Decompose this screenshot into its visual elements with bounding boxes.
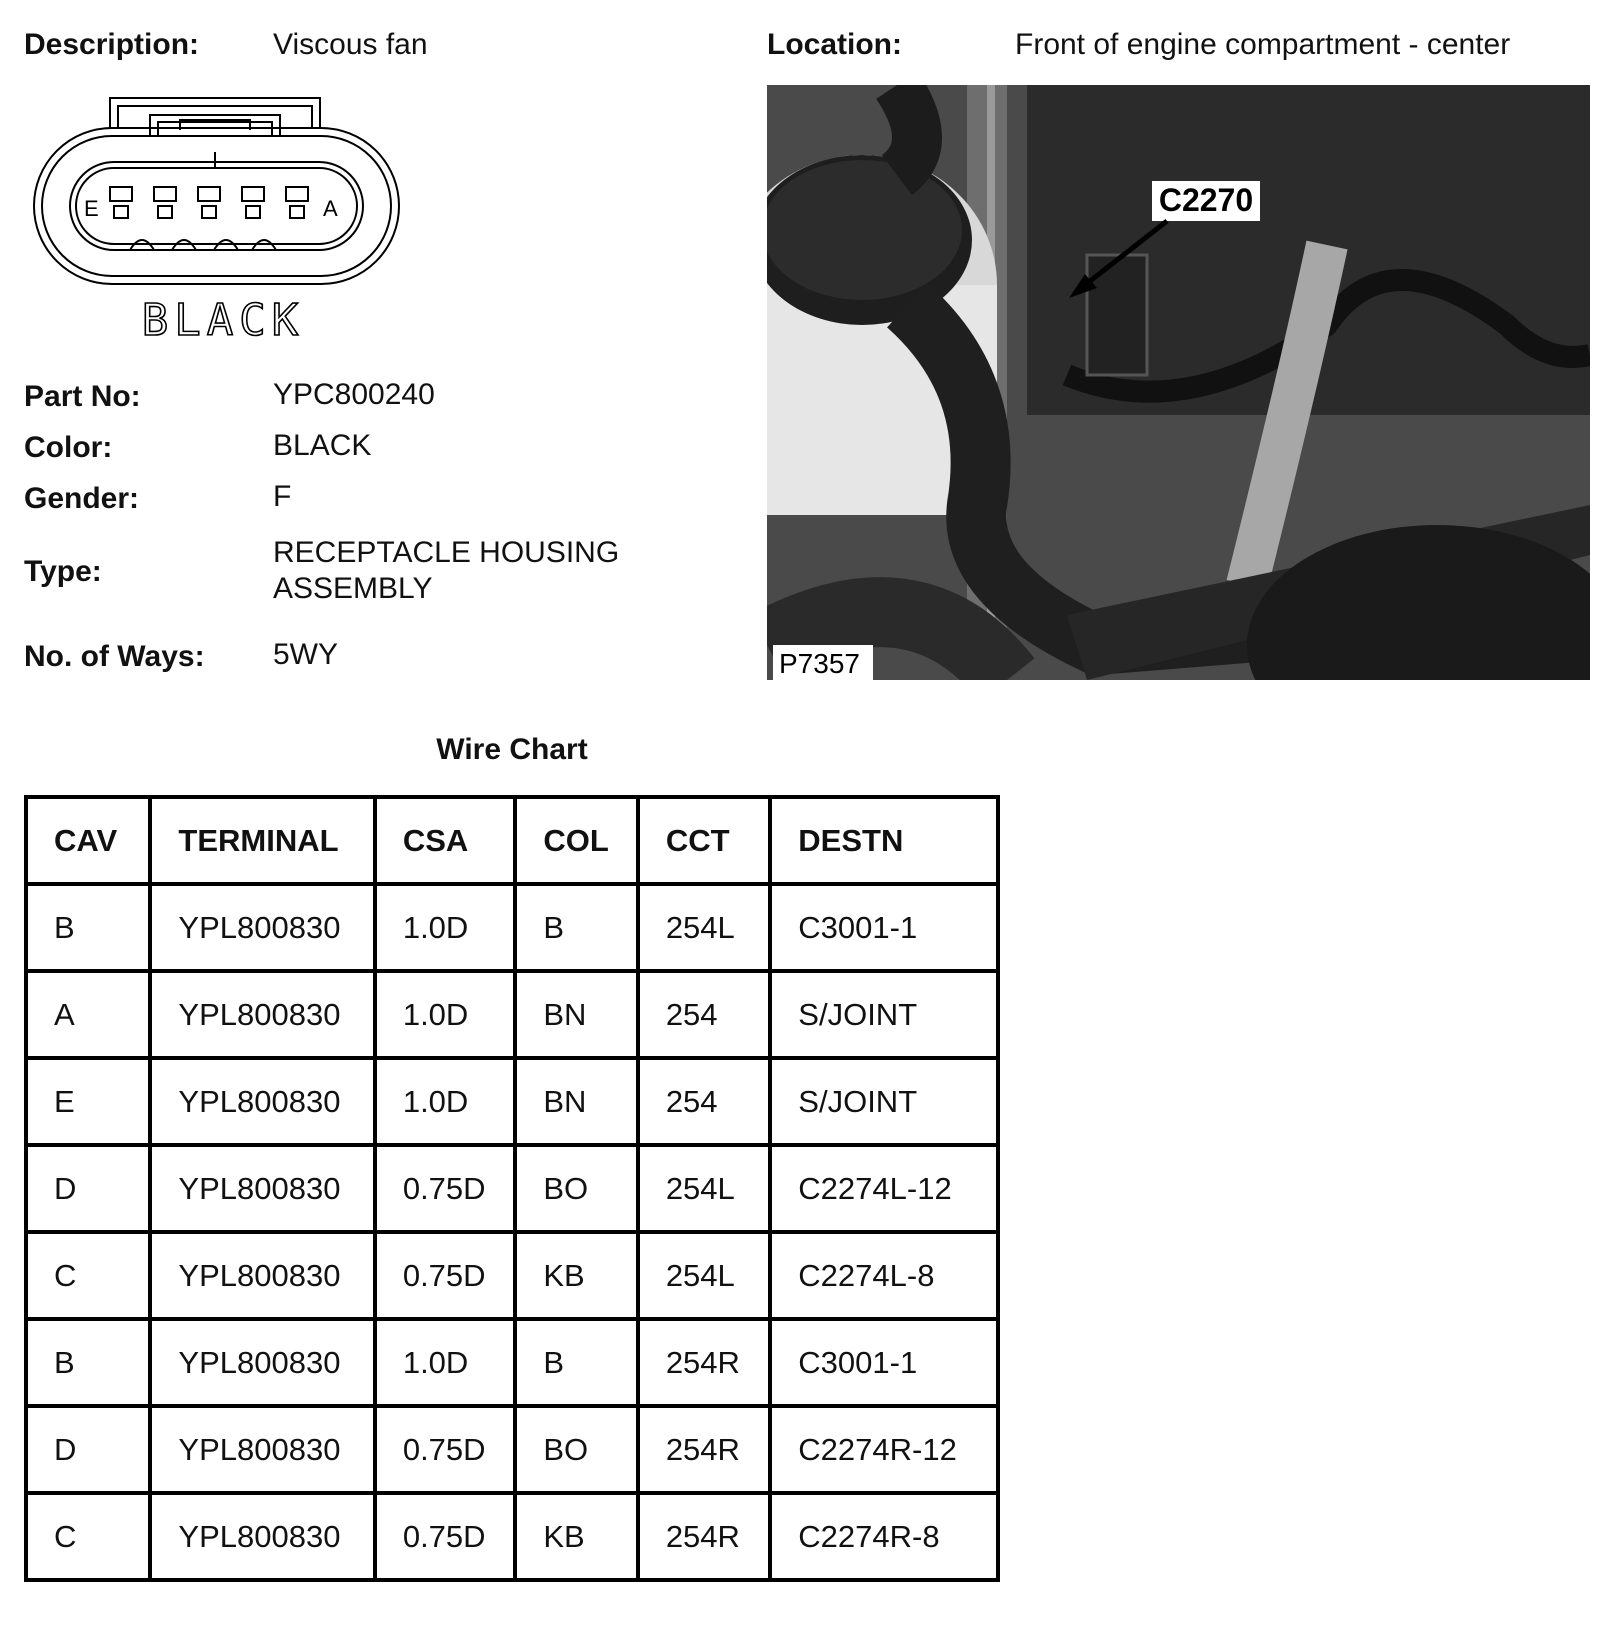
- table-row: [26, 1058, 998, 1145]
- cell-cav: C: [26, 1493, 150, 1580]
- color-value: BLACK: [273, 429, 372, 462]
- cell-csa: 0.75D: [375, 1145, 515, 1232]
- connector-color-label: BLACK: [141, 295, 305, 346]
- color-label: Color:: [24, 431, 113, 464]
- cell-destn: C2274L-12: [770, 1145, 998, 1232]
- cell-terminal: YPL800830: [150, 1145, 374, 1232]
- cell-cav: D: [26, 1145, 150, 1232]
- cell-destn: C3001-1: [770, 1319, 998, 1406]
- description-label: Description:: [24, 28, 200, 61]
- type-value-line2: ASSEMBLY: [273, 572, 433, 605]
- cell-col: BO: [515, 1406, 638, 1493]
- wire-chart-title: Wire Chart: [436, 733, 588, 766]
- cell-cav: C: [26, 1232, 150, 1319]
- cell-csa: 0.75D: [375, 1493, 515, 1580]
- cell-col: BO: [515, 1145, 638, 1232]
- cell-destn: C3001-1: [770, 884, 998, 971]
- cell-terminal: YPL800830: [150, 1232, 374, 1319]
- ways-value: 5WY: [273, 638, 339, 671]
- part-no-label: Part No:: [24, 380, 141, 413]
- cell-terminal: YPL800830: [150, 1406, 374, 1493]
- cell-cct: 254R: [638, 1493, 770, 1580]
- table-row: [26, 1145, 998, 1232]
- cell-destn: C2274L-8: [770, 1232, 998, 1319]
- cell-cav: B: [26, 884, 150, 971]
- cell-col: BN: [515, 971, 638, 1058]
- cell-cct: 254R: [638, 1319, 770, 1406]
- location-value: Front of engine compartment - center: [1015, 28, 1511, 61]
- cell-cct: 254R: [638, 1406, 770, 1493]
- cell-cav: D: [26, 1406, 150, 1493]
- header-cav: CAV: [26, 797, 150, 884]
- wire-chart-table: [24, 795, 1000, 1582]
- cell-cct: 254: [638, 1058, 770, 1145]
- cell-col: B: [515, 1319, 638, 1406]
- cell-csa: 0.75D: [375, 1406, 515, 1493]
- gender-label: Gender:: [24, 482, 140, 515]
- header-destn: DESTN: [770, 797, 998, 884]
- table-row: [26, 1232, 998, 1319]
- cell-terminal: YPL800830: [150, 1319, 374, 1406]
- header-col: COL: [515, 797, 638, 884]
- table-row: [26, 971, 998, 1058]
- cell-col: KB: [515, 1232, 638, 1319]
- type-label: Type:: [24, 555, 102, 588]
- cavity-a-label: A: [323, 196, 338, 221]
- cell-cct: 254L: [638, 1232, 770, 1319]
- header-csa: CSA: [375, 797, 515, 884]
- table-header-row: [26, 797, 998, 884]
- cell-destn: S/JOINT: [770, 971, 998, 1058]
- cell-terminal: YPL800830: [150, 971, 374, 1058]
- cell-csa: 1.0D: [375, 971, 515, 1058]
- table-row: [26, 1406, 998, 1493]
- cell-destn: C2274R-12: [770, 1406, 998, 1493]
- header-terminal: TERMINAL: [150, 797, 374, 884]
- ways-label: No. of Ways:: [24, 640, 205, 673]
- cell-csa: 1.0D: [375, 1058, 515, 1145]
- photo-ref-label: P7357: [779, 648, 860, 679]
- gender-value: F: [273, 480, 292, 513]
- cell-terminal: YPL800830: [150, 1493, 374, 1580]
- cell-csa: 0.75D: [375, 1232, 515, 1319]
- cell-cav: A: [26, 971, 150, 1058]
- cell-destn: S/JOINT: [770, 1058, 998, 1145]
- cell-destn: C2274R-8: [770, 1493, 998, 1580]
- cavity-e-label: E: [84, 196, 99, 221]
- cell-col: BN: [515, 1058, 638, 1145]
- location-photo: [767, 85, 1590, 680]
- cell-cct: 254: [638, 971, 770, 1058]
- part-no-value: YPC800240: [273, 378, 435, 411]
- cell-col: B: [515, 884, 638, 971]
- description-value: Viscous fan: [273, 28, 428, 61]
- cell-cav: B: [26, 1319, 150, 1406]
- cell-cav: E: [26, 1058, 150, 1145]
- location-label: Location:: [767, 28, 902, 61]
- cell-cct: 254L: [638, 1145, 770, 1232]
- table-row: [26, 884, 998, 971]
- cell-terminal: YPL800830: [150, 1058, 374, 1145]
- table-row: [26, 1319, 998, 1406]
- cell-col: KB: [515, 1493, 638, 1580]
- table-row: [26, 1493, 998, 1580]
- type-value-line1: RECEPTACLE HOUSING: [273, 536, 620, 569]
- cell-cct: 254L: [638, 884, 770, 971]
- photo-callout-label: C2270: [1158, 182, 1254, 218]
- cell-csa: 1.0D: [375, 884, 515, 971]
- cell-csa: 1.0D: [375, 1319, 515, 1406]
- header-cct: CCT: [638, 797, 770, 884]
- cell-terminal: YPL800830: [150, 884, 374, 971]
- type-value: [273, 535, 619, 607]
- connector-face-diagram: [30, 90, 405, 350]
